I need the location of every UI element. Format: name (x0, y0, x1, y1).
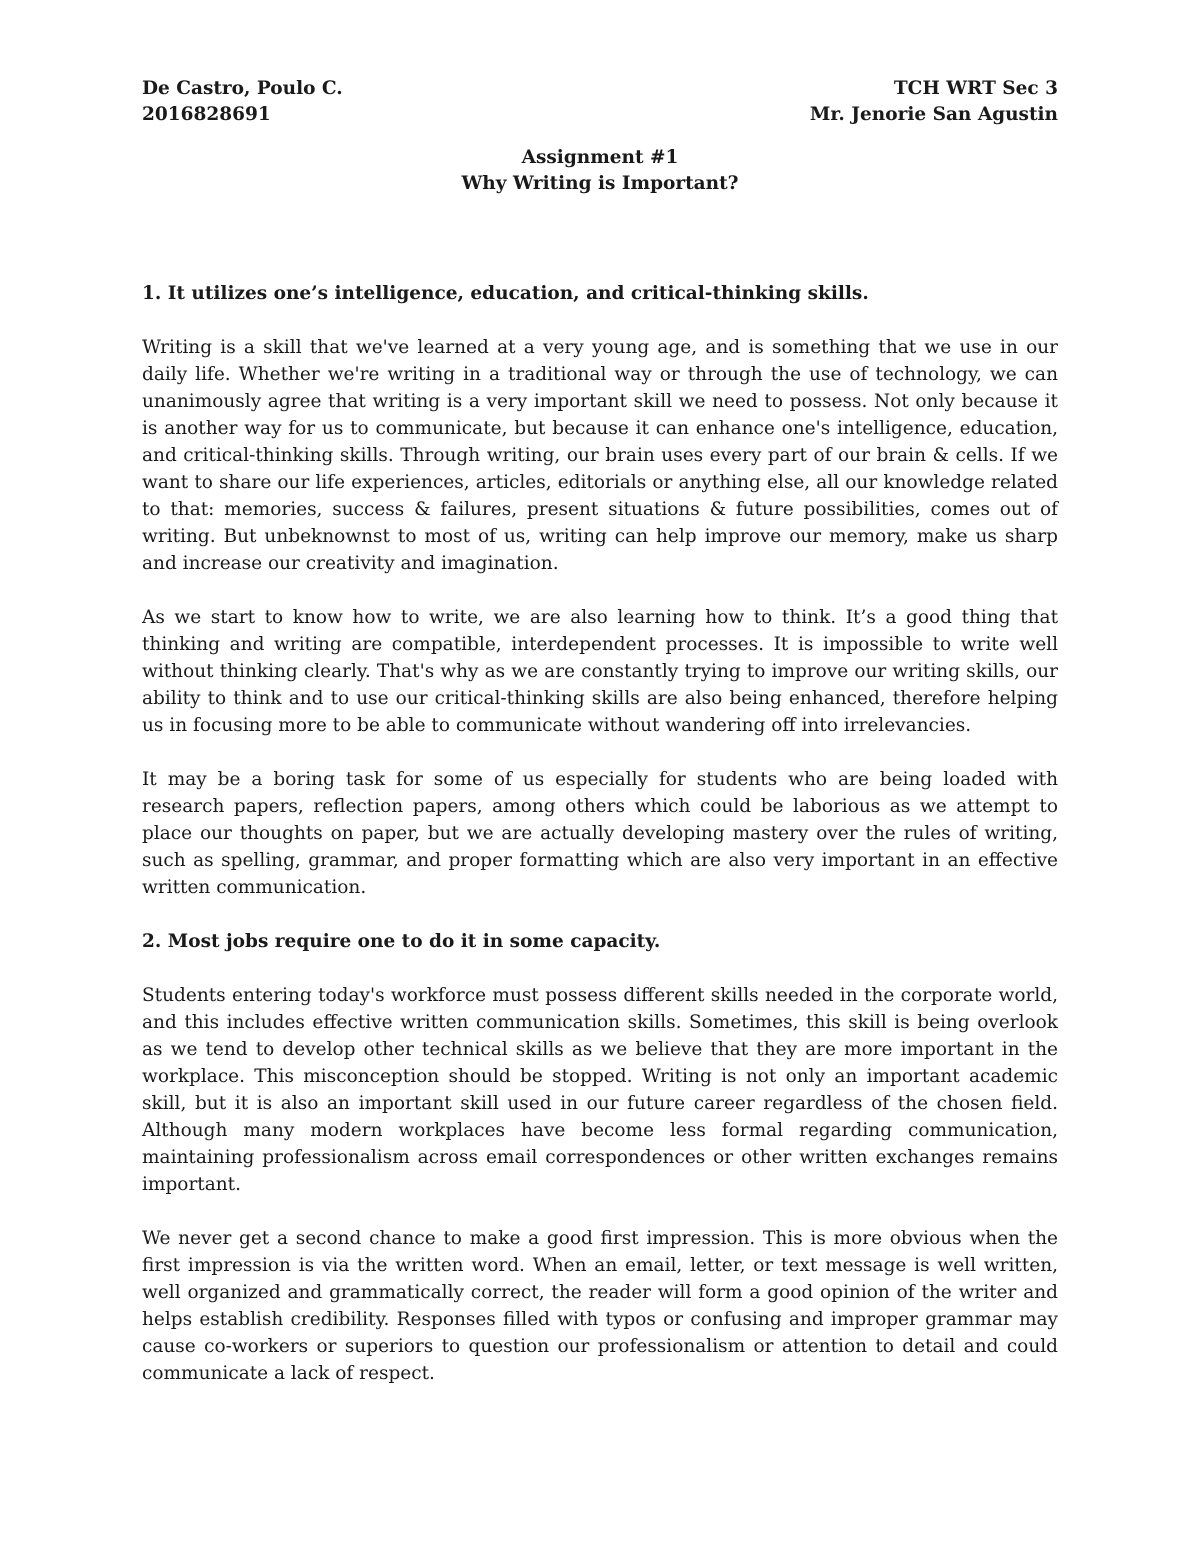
document-header (142, 76, 1058, 128)
section-heading: 2. Most jobs require one to do it in some capacity. (142, 931, 661, 952)
document-body (142, 280, 1058, 1414)
section-2 (142, 928, 1058, 1387)
section-heading: 1. It utilizes one’s intelligence, education, and critical-thinking skills. (142, 283, 869, 304)
header-row-2 (142, 102, 1058, 128)
paragraph: Writing is a skill that we've learned at a very young age, and is something that we use in our daily life. Whether we're writing in a traditional way or through the use of technology, we can unanimously agree that writing is a very important skill we need to possess. Not only because it is another way for us to communicate, but because it can enhance one's intelligence, education, and critical-thinking skills. Through writing, our brain uses every part of our brain & cells. If we want to share our life experiences, articles, editorials or anything else, all our knowledge related to that: memories, success & failures, present situations & future possibilities, comes out of writing. But unbeknownst to most of us, writing can help improve our memory, make us sharp and increase our creativity and imagination. (142, 337, 1058, 574)
title-block (142, 145, 1058, 197)
paragraph: It may be a boring task for some of us especially for students who are being loaded with research papers, reflection papers, among others which could be laborious as we attempt to place our thoughts on paper, but we are actually developing mastery over the rules of writing, such as spelling, grammar, and proper formatting which are also very important in an effective written communication. (142, 769, 1058, 898)
section-1 (142, 280, 1058, 901)
student-name: De Castro, Poulo C. (142, 78, 343, 99)
course-code: TCH WRT Sec 3 (893, 78, 1058, 99)
instructor-name: Mr. Jenorie San Agustin (809, 104, 1058, 125)
assignment-subtitle: Why Writing is Important? (461, 173, 739, 194)
paragraph: As we start to know how to write, we are also learning how to think. It’s a good thing that thinking and writing are compatible, interdependent processes. It is impossible to write well without thinking clearly. That's why as we are constantly trying to improve our writing skills, our ability to think and to use our critical-thinking skills are also being enhanced, therefore helping us in focusing more to be able to communicate without wandering off into irrelevancies. (142, 607, 1058, 736)
paragraph: Students entering today's workforce must possess different skills needed in the corporate world, and this includes effective written communication skills. Sometimes, this skill is being overlook as we tend to develop other technical skills as we believe that they are more important in the workplace. This misconception should be stopped. Writing is not only an important academic skill, but it is also an important skill used in our future career regardless of the chosen field. Although many modern workplaces have become less formal regarding communication, maintaining professionalism across email correspondences or other written exchanges remains important. (142, 985, 1058, 1195)
assignment-title: Assignment #1 (521, 147, 679, 168)
student-id: 2016828691 (142, 104, 271, 125)
paragraph: We never get a second chance to make a good first impression. This is more obvious when the first impression is via the written word. When an email, letter, or text message is well written, well organized and grammatically correct, the reader will form a good opinion of the writer and helps establish credibility. Responses filled with typos or confusing and improper grammar may cause co-workers or superiors to question our professionalism or attention to detail and could communicate a lack of respect. (142, 1228, 1058, 1384)
header-row-1 (142, 76, 1058, 102)
